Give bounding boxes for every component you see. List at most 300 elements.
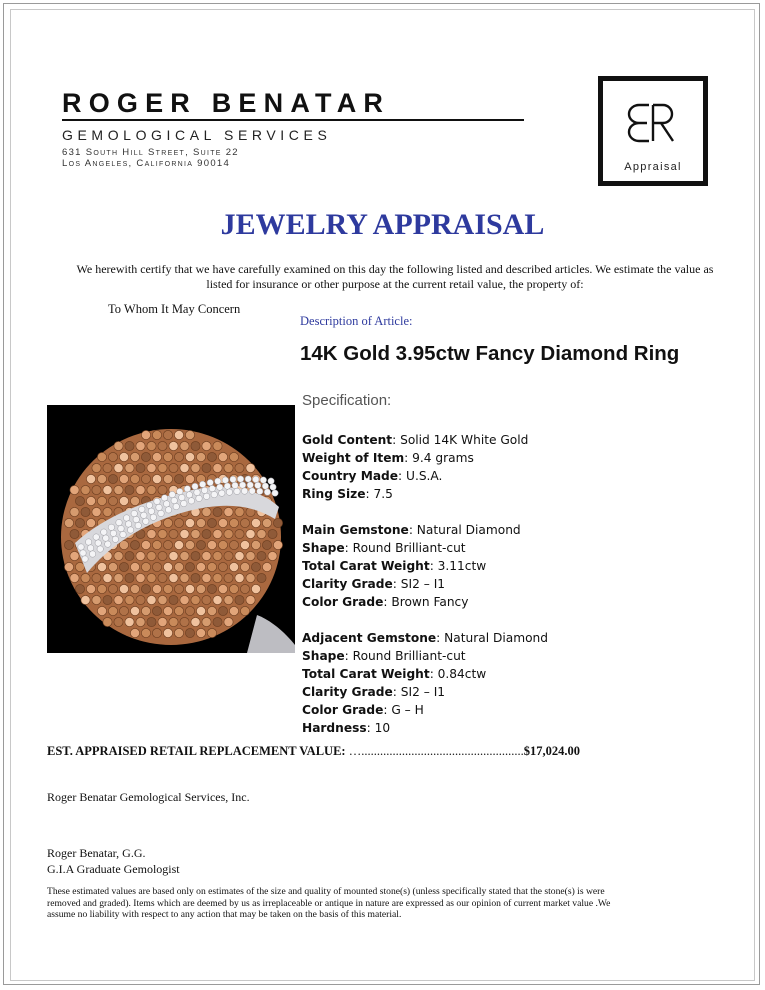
brown-diamond bbox=[202, 529, 211, 538]
white-diamond bbox=[85, 539, 91, 545]
brown-diamond bbox=[202, 551, 211, 560]
ring-photo bbox=[47, 405, 295, 653]
white-diamond bbox=[232, 482, 238, 488]
brown-diamond bbox=[218, 562, 227, 571]
brown-diamond bbox=[114, 617, 123, 626]
brown-diamond bbox=[152, 606, 161, 615]
brown-diamond bbox=[141, 628, 150, 637]
brown-diamond bbox=[103, 463, 112, 472]
brown-diamond bbox=[202, 507, 211, 516]
white-diamond bbox=[139, 506, 145, 512]
brown-diamond bbox=[147, 463, 156, 472]
spec-key: Hardness bbox=[302, 721, 367, 735]
spec-key: Clarity Grade bbox=[302, 685, 393, 699]
appraised-value-line bbox=[47, 744, 580, 759]
brown-diamond bbox=[185, 628, 194, 637]
recipient: To Whom It May Concern bbox=[108, 302, 241, 316]
white-diamond bbox=[133, 516, 139, 522]
brown-diamond bbox=[213, 463, 222, 472]
white-diamond bbox=[215, 478, 221, 484]
address-line-1: 631 South Hill Street, Suite 22 bbox=[62, 147, 239, 158]
brown-diamond bbox=[108, 562, 117, 571]
brown-diamond bbox=[119, 496, 128, 505]
brown-diamond bbox=[196, 452, 205, 461]
white-diamond bbox=[179, 494, 185, 500]
brown-diamond bbox=[229, 452, 238, 461]
brown-diamond bbox=[246, 529, 255, 538]
specification-label: Specification: bbox=[302, 392, 392, 409]
brown-diamond bbox=[97, 452, 106, 461]
brown-diamond bbox=[125, 485, 134, 494]
brown-diamond bbox=[235, 573, 244, 582]
spec-ring-size bbox=[302, 485, 548, 503]
brown-diamond bbox=[119, 562, 128, 571]
brown-diamond bbox=[64, 540, 73, 549]
brown-diamond bbox=[185, 474, 194, 483]
white-diamond bbox=[253, 476, 259, 482]
certification-statement: We herewith certify that we have carefully examined on this day the following listed and described articles. We estimate the value as listed for insurance or other purpose at the current retail value, the property of: bbox=[76, 262, 714, 291]
brown-diamond bbox=[202, 463, 211, 472]
brown-diamond bbox=[92, 463, 101, 472]
brown-diamond bbox=[207, 540, 216, 549]
brown-diamond bbox=[158, 573, 167, 582]
brown-diamond bbox=[147, 441, 156, 450]
brown-diamond bbox=[218, 606, 227, 615]
white-diamond bbox=[237, 476, 243, 482]
brown-diamond bbox=[240, 540, 249, 549]
brown-diamond bbox=[273, 518, 282, 527]
spec-spacer bbox=[302, 611, 548, 629]
brown-diamond bbox=[196, 540, 205, 549]
brown-diamond bbox=[81, 573, 90, 582]
brown-diamond bbox=[158, 595, 167, 604]
brown-diamond bbox=[81, 507, 90, 516]
white-diamond bbox=[245, 476, 251, 482]
brown-diamond bbox=[114, 441, 123, 450]
company-name: ROGER BENATAR bbox=[62, 88, 391, 118]
white-diamond bbox=[141, 512, 147, 518]
spec-key: Total Carat Weight bbox=[302, 667, 430, 681]
brown-diamond bbox=[235, 551, 244, 560]
brown-diamond bbox=[257, 573, 266, 582]
brown-diamond bbox=[207, 518, 216, 527]
brown-diamond bbox=[185, 562, 194, 571]
brown-diamond bbox=[213, 441, 222, 450]
brown-diamond bbox=[213, 617, 222, 626]
company-signature: Roger Benatar Gemological Services, Inc. bbox=[47, 790, 250, 804]
white-diamond bbox=[192, 483, 198, 489]
brown-diamond bbox=[180, 617, 189, 626]
brown-diamond bbox=[169, 573, 178, 582]
spec-value: : Natural Diamond bbox=[408, 523, 521, 537]
brown-diamond bbox=[136, 463, 145, 472]
brown-diamond bbox=[251, 540, 260, 549]
brown-diamond bbox=[103, 507, 112, 516]
brown-diamond bbox=[174, 518, 183, 527]
brown-diamond bbox=[147, 551, 156, 560]
brown-diamond bbox=[97, 606, 106, 615]
brown-diamond bbox=[185, 584, 194, 593]
appraised-value-amount: $17,024.00 bbox=[523, 744, 580, 758]
brown-diamond bbox=[169, 463, 178, 472]
white-diamond bbox=[184, 486, 190, 492]
brown-diamond bbox=[130, 496, 139, 505]
spec-adj-carat bbox=[302, 665, 548, 683]
white-diamond bbox=[224, 483, 230, 489]
brown-diamond bbox=[163, 606, 172, 615]
brown-diamond bbox=[163, 584, 172, 593]
brown-diamond bbox=[224, 573, 233, 582]
spec-country bbox=[302, 467, 548, 485]
brown-diamond bbox=[229, 606, 238, 615]
brown-diamond bbox=[229, 518, 238, 527]
brown-diamond bbox=[202, 617, 211, 626]
brown-diamond bbox=[174, 584, 183, 593]
white-diamond bbox=[255, 482, 261, 488]
white-diamond bbox=[163, 501, 169, 507]
white-diamond bbox=[194, 489, 200, 495]
white-diamond bbox=[161, 495, 167, 501]
brown-diamond bbox=[97, 562, 106, 571]
brown-diamond bbox=[147, 573, 156, 582]
appraisal-logo bbox=[598, 76, 708, 186]
logo-caption: Appraisal bbox=[624, 161, 682, 173]
brown-diamond bbox=[163, 430, 172, 439]
white-diamond bbox=[131, 510, 137, 516]
spec-main-clarity bbox=[302, 575, 548, 593]
spec-main-shape bbox=[302, 539, 548, 557]
brown-diamond bbox=[235, 507, 244, 516]
white-diamond bbox=[120, 531, 126, 537]
spec-key: Adjacent Gemstone bbox=[302, 631, 437, 645]
description-label: Description of Article: bbox=[300, 314, 413, 328]
brown-diamond bbox=[251, 562, 260, 571]
brown-diamond bbox=[246, 573, 255, 582]
item-title: 14K Gold 3.95ctw Fancy Diamond Ring bbox=[300, 342, 680, 365]
signer-name: Roger Benatar, G.G. bbox=[47, 846, 146, 860]
brown-diamond bbox=[86, 518, 95, 527]
brown-diamond bbox=[262, 540, 271, 549]
white-diamond bbox=[249, 488, 255, 494]
spec-key: Country Made bbox=[302, 469, 399, 483]
white-diamond bbox=[186, 492, 192, 498]
white-diamond bbox=[89, 551, 95, 557]
brown-diamond bbox=[86, 496, 95, 505]
brown-diamond bbox=[108, 452, 117, 461]
spec-key: Ring Size bbox=[302, 487, 366, 501]
brown-diamond bbox=[64, 562, 73, 571]
brown-diamond bbox=[207, 584, 216, 593]
brown-diamond bbox=[130, 474, 139, 483]
brown-diamond bbox=[174, 452, 183, 461]
white-diamond bbox=[101, 529, 107, 535]
brown-diamond bbox=[202, 573, 211, 582]
br-monogram-icon bbox=[623, 97, 683, 149]
spec-value: : SI2 – I1 bbox=[392, 577, 446, 591]
brown-diamond bbox=[97, 584, 106, 593]
white-diamond bbox=[196, 495, 202, 501]
brown-diamond bbox=[136, 617, 145, 626]
brown-diamond bbox=[163, 628, 172, 637]
spec-value: : G – H bbox=[383, 703, 424, 717]
brown-diamond bbox=[147, 529, 156, 538]
brown-diamond bbox=[141, 474, 150, 483]
brown-diamond bbox=[196, 584, 205, 593]
brown-diamond bbox=[185, 518, 194, 527]
spec-adj-clarity bbox=[302, 683, 548, 701]
brown-diamond bbox=[246, 595, 255, 604]
white-diamond bbox=[80, 550, 86, 556]
diamond-ring-image bbox=[47, 405, 295, 653]
brown-diamond bbox=[196, 628, 205, 637]
white-diamond bbox=[158, 510, 164, 516]
brown-diamond bbox=[75, 584, 84, 593]
brown-diamond bbox=[185, 540, 194, 549]
spec-key: Clarity Grade bbox=[302, 577, 393, 591]
spec-adj-color bbox=[302, 701, 548, 719]
brown-diamond bbox=[169, 529, 178, 538]
brown-diamond bbox=[152, 452, 161, 461]
brown-diamond bbox=[169, 617, 178, 626]
brown-diamond bbox=[86, 584, 95, 593]
brown-diamond bbox=[81, 485, 90, 494]
brown-diamond bbox=[257, 551, 266, 560]
brown-diamond bbox=[180, 595, 189, 604]
brown-diamond bbox=[136, 485, 145, 494]
brown-diamond bbox=[246, 551, 255, 560]
brown-diamond bbox=[235, 463, 244, 472]
brown-diamond bbox=[180, 573, 189, 582]
spec-key: Color Grade bbox=[302, 595, 384, 609]
white-diamond bbox=[272, 490, 278, 496]
white-diamond bbox=[146, 502, 152, 508]
signer-title: G.I.A Graduate Gemologist bbox=[47, 862, 180, 876]
brown-diamond bbox=[75, 562, 84, 571]
spec-value: : Natural Diamond bbox=[436, 631, 549, 645]
brown-diamond bbox=[180, 441, 189, 450]
spec-key: Shape bbox=[302, 541, 345, 555]
white-diamond bbox=[270, 484, 276, 490]
brown-diamond bbox=[92, 507, 101, 516]
white-diamond bbox=[219, 490, 225, 496]
brown-diamond bbox=[125, 463, 134, 472]
spec-main-color bbox=[302, 593, 548, 611]
brown-diamond bbox=[224, 529, 233, 538]
brown-diamond bbox=[152, 628, 161, 637]
brown-diamond bbox=[207, 606, 216, 615]
spec-value: : 0.84ctw bbox=[429, 667, 487, 681]
white-diamond bbox=[105, 541, 111, 547]
brown-diamond bbox=[202, 441, 211, 450]
brown-diamond bbox=[191, 441, 200, 450]
spec-value: : 7.5 bbox=[365, 487, 393, 501]
signer-block bbox=[47, 845, 180, 877]
brown-diamond bbox=[152, 562, 161, 571]
brown-diamond bbox=[141, 452, 150, 461]
brown-diamond bbox=[103, 595, 112, 604]
brown-diamond bbox=[185, 606, 194, 615]
brown-diamond bbox=[174, 430, 183, 439]
brown-diamond bbox=[130, 628, 139, 637]
brown-diamond bbox=[75, 496, 84, 505]
brown-diamond bbox=[136, 573, 145, 582]
appraised-value-dots: ….................................................... bbox=[345, 744, 524, 758]
brown-diamond bbox=[130, 540, 139, 549]
brown-diamond bbox=[158, 463, 167, 472]
brown-diamond bbox=[141, 584, 150, 593]
brown-diamond bbox=[70, 573, 79, 582]
brown-diamond bbox=[163, 518, 172, 527]
brown-diamond bbox=[141, 562, 150, 571]
spec-key: Total Carat Weight bbox=[302, 559, 430, 573]
brown-diamond bbox=[125, 573, 134, 582]
specification-list bbox=[302, 431, 548, 737]
brown-diamond bbox=[229, 562, 238, 571]
brown-diamond bbox=[174, 540, 183, 549]
spec-spacer bbox=[302, 503, 548, 521]
brown-diamond bbox=[158, 485, 167, 494]
white-diamond bbox=[234, 488, 240, 494]
white-diamond bbox=[239, 482, 245, 488]
brown-diamond bbox=[180, 551, 189, 560]
white-diamond bbox=[169, 491, 175, 497]
brown-diamond bbox=[240, 518, 249, 527]
brown-diamond bbox=[92, 485, 101, 494]
brown-diamond bbox=[213, 573, 222, 582]
white-diamond bbox=[135, 522, 141, 528]
brown-diamond bbox=[130, 562, 139, 571]
white-diamond bbox=[247, 482, 253, 488]
white-diamond bbox=[154, 498, 160, 504]
brown-diamond bbox=[119, 584, 128, 593]
brown-diamond bbox=[191, 529, 200, 538]
white-diamond bbox=[112, 536, 118, 542]
brown-diamond bbox=[246, 463, 255, 472]
white-diamond bbox=[260, 477, 266, 483]
brown-diamond bbox=[240, 584, 249, 593]
brown-diamond bbox=[163, 562, 172, 571]
brown-diamond bbox=[103, 573, 112, 582]
brown-diamond bbox=[224, 617, 233, 626]
brown-diamond bbox=[119, 474, 128, 483]
brown-diamond bbox=[108, 584, 117, 593]
white-diamond bbox=[93, 534, 99, 540]
brown-diamond bbox=[174, 562, 183, 571]
brown-diamond bbox=[174, 474, 183, 483]
brown-diamond bbox=[141, 540, 150, 549]
brown-diamond bbox=[169, 595, 178, 604]
brown-diamond bbox=[158, 529, 167, 538]
brown-diamond bbox=[147, 485, 156, 494]
brown-diamond bbox=[185, 452, 194, 461]
spec-value: : 10 bbox=[366, 721, 391, 735]
brown-diamond bbox=[240, 606, 249, 615]
white-diamond bbox=[82, 556, 88, 562]
brown-diamond bbox=[114, 485, 123, 494]
brown-diamond bbox=[119, 452, 128, 461]
brown-diamond bbox=[224, 507, 233, 516]
white-diamond bbox=[262, 483, 268, 489]
spec-key: Weight of Item bbox=[302, 451, 405, 465]
spec-value: : U.S.A. bbox=[398, 469, 443, 483]
white-diamond bbox=[222, 477, 228, 483]
white-diamond bbox=[95, 540, 101, 546]
spec-hardness bbox=[302, 719, 548, 737]
white-diamond bbox=[226, 489, 232, 495]
brown-diamond bbox=[180, 463, 189, 472]
brown-diamond bbox=[75, 518, 84, 527]
address-line-2: Los Angeles, California 90014 bbox=[62, 158, 231, 169]
spec-key: Gold Content bbox=[302, 433, 393, 447]
white-diamond bbox=[257, 488, 263, 494]
brown-diamond bbox=[224, 595, 233, 604]
brown-diamond bbox=[196, 606, 205, 615]
brown-diamond bbox=[70, 529, 79, 538]
brown-diamond bbox=[86, 474, 95, 483]
white-diamond bbox=[188, 498, 194, 504]
brown-diamond bbox=[141, 606, 150, 615]
brown-diamond bbox=[218, 518, 227, 527]
brown-diamond bbox=[169, 441, 178, 450]
brown-diamond bbox=[169, 551, 178, 560]
brown-diamond bbox=[174, 628, 183, 637]
brown-diamond bbox=[235, 529, 244, 538]
brown-diamond bbox=[191, 617, 200, 626]
appraised-value-label: EST. APPRAISED RETAIL REPLACEMENT VALUE: bbox=[47, 744, 346, 758]
brown-diamond bbox=[207, 628, 216, 637]
white-diamond bbox=[207, 479, 213, 485]
header-divider bbox=[62, 119, 524, 121]
brown-diamond bbox=[213, 551, 222, 560]
white-diamond bbox=[116, 519, 122, 525]
spec-adj-shape bbox=[302, 647, 548, 665]
brown-diamond bbox=[196, 562, 205, 571]
document-title: JEWELRY APPRAISAL bbox=[220, 208, 545, 241]
brown-diamond bbox=[147, 595, 156, 604]
brown-diamond bbox=[213, 529, 222, 538]
white-diamond bbox=[230, 476, 236, 482]
white-diamond bbox=[123, 515, 129, 521]
brown-diamond bbox=[180, 529, 189, 538]
white-diamond bbox=[173, 503, 179, 509]
white-diamond bbox=[118, 525, 124, 531]
white-diamond bbox=[268, 478, 274, 484]
brown-diamond bbox=[97, 496, 106, 505]
brown-diamond bbox=[103, 617, 112, 626]
white-diamond bbox=[125, 521, 131, 527]
brown-diamond bbox=[191, 463, 200, 472]
white-diamond bbox=[203, 493, 209, 499]
white-diamond bbox=[177, 488, 183, 494]
white-diamond bbox=[103, 535, 109, 541]
brown-diamond bbox=[268, 529, 277, 538]
brown-diamond bbox=[152, 584, 161, 593]
white-diamond bbox=[78, 544, 84, 550]
brown-diamond bbox=[262, 562, 271, 571]
brown-diamond bbox=[174, 606, 183, 615]
brown-diamond bbox=[103, 485, 112, 494]
brown-diamond bbox=[152, 540, 161, 549]
brown-diamond bbox=[202, 595, 211, 604]
brown-diamond bbox=[224, 463, 233, 472]
brown-diamond bbox=[152, 474, 161, 483]
spec-value: : 9.4 grams bbox=[404, 451, 474, 465]
brown-diamond bbox=[268, 551, 277, 560]
spec-value: : Solid 14K White Gold bbox=[392, 433, 529, 447]
brown-diamond bbox=[114, 573, 123, 582]
brown-diamond bbox=[114, 551, 123, 560]
brown-diamond bbox=[196, 518, 205, 527]
